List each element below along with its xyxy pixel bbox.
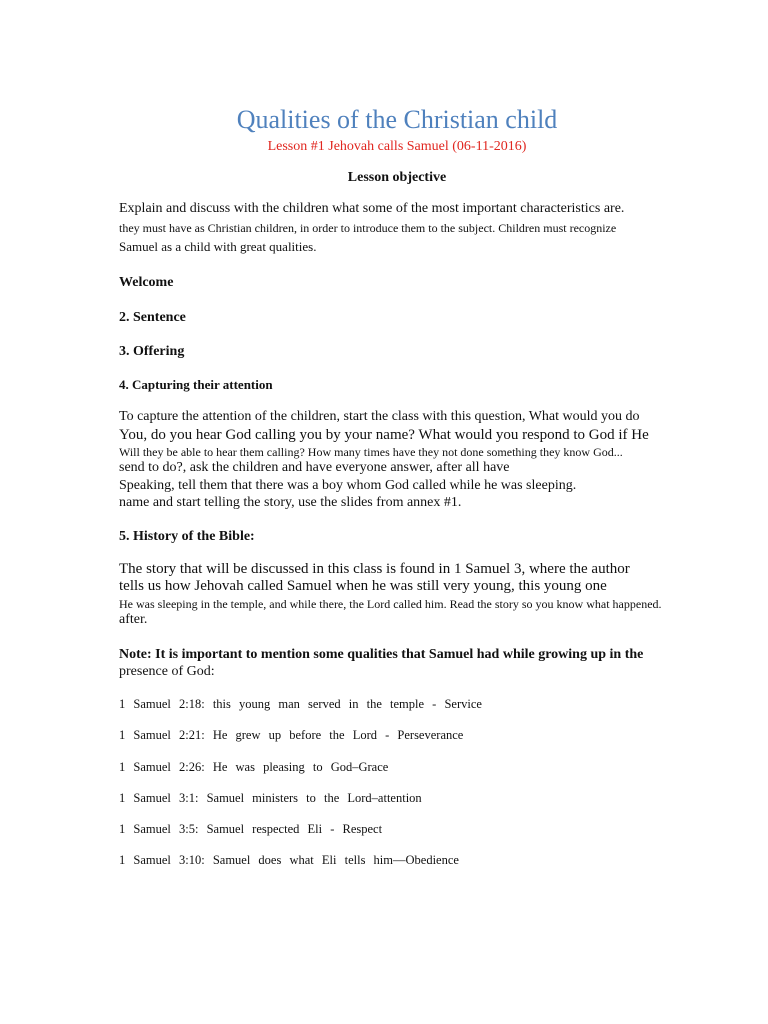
attention-line: Speaking, tell them that there was a boy whom God called while he was sleeping. bbox=[119, 478, 577, 493]
objective-line: Samuel as a child with great qualities. bbox=[119, 239, 317, 254]
verse-item: 1 Samuel 2:26: He was pleasing to God–Grace bbox=[119, 760, 389, 774]
attention-line: send to do?, ask the children and have everyone answer, after all have bbox=[119, 460, 510, 475]
attention-line: To capture the attention of the children, start the class with this question, What would you do bbox=[119, 409, 640, 424]
history-line: He was sleeping in the temple, and while there, the Lord called him. Read the story so you know what happened. bbox=[119, 597, 662, 611]
lesson-subtitle: Lesson #1 Jehovah calls Samuel (06-11-2016) bbox=[267, 139, 527, 154]
attention-line: Will they be able to hear them calling? How many times have they not done something they know God... bbox=[119, 445, 623, 459]
section-heading-sentence: 2. Sentence bbox=[119, 310, 186, 325]
section-heading-welcome: Welcome bbox=[119, 275, 174, 290]
verse-item: 1 Samuel 2:18: this young man served in the temple - Service bbox=[119, 697, 482, 711]
history-line: tells us how Jehovah called Samuel when he was still very young, this young one bbox=[119, 578, 607, 594]
page-title: Qualities of the Christian child bbox=[236, 105, 558, 134]
objective-line: Explain and discuss with the children what some of the most important characteristics are. bbox=[119, 201, 625, 216]
verse-item: 1 Samuel 3:5: Samuel respected Eli - Respect bbox=[119, 822, 383, 836]
attention-line: name and start telling the story, use the slides from annex #1. bbox=[119, 495, 462, 510]
note-bold: Note: It is important to mention some qualities that Samuel had while growing up in the bbox=[119, 647, 644, 662]
verse-item: 1 Samuel 2:21: He grew up before the Lord - Perseverance bbox=[119, 728, 464, 742]
section-heading-attention: 4. Capturing their attention bbox=[119, 377, 273, 392]
section-heading-offering: 3. Offering bbox=[119, 344, 185, 359]
verse-item: 1 Samuel 3:1: Samuel ministers to the Lord–attention bbox=[119, 791, 422, 805]
section-heading-history: 5. History of the Bible: bbox=[119, 529, 255, 544]
verse-item: 1 Samuel 3:10: Samuel does what Eli tells him—Obedience bbox=[119, 853, 459, 867]
note-rest: presence of God: bbox=[119, 664, 215, 679]
history-line: The story that will be discussed in this class is found in 1 Samuel 3, where the author bbox=[119, 561, 630, 577]
history-line: after. bbox=[119, 612, 148, 627]
objective-line: they must have as Christian children, in order to introduce them to the subject. Children must recognize bbox=[119, 221, 617, 235]
attention-line: You, do you hear God calling you by your name? What would you respond to God if He bbox=[119, 427, 649, 443]
objective-heading: Lesson objective bbox=[347, 170, 447, 185]
